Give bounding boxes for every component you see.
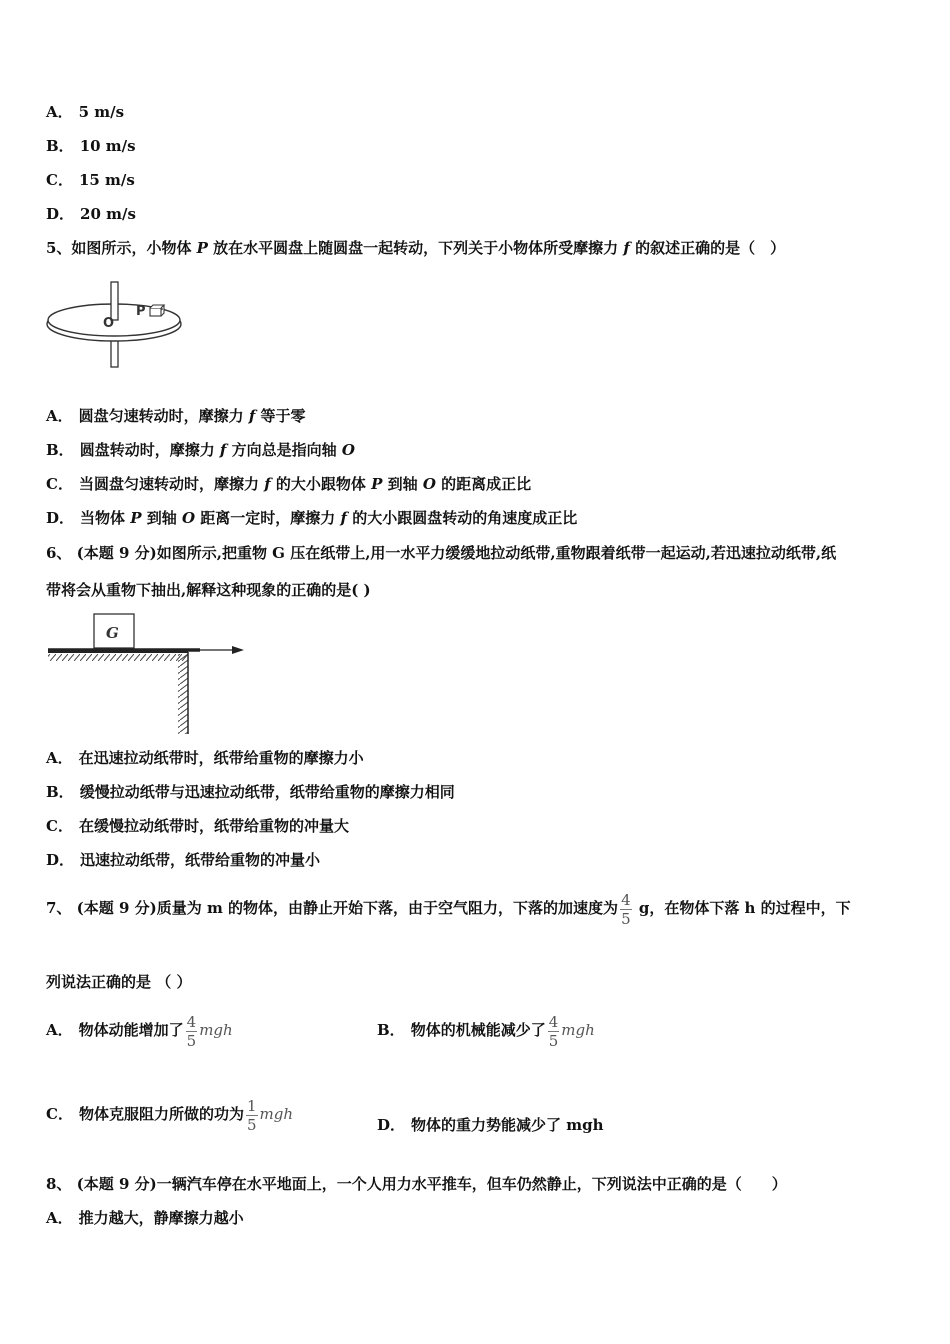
option-label: B． [46,137,74,155]
option-text: 推力越大，静摩擦力越小 [78,1209,244,1227]
option-text: 5 m/s [78,103,125,121]
option-text: 等于零 [255,407,306,425]
option-text: 的大小跟物体 [270,475,372,493]
symbol-p: P [371,475,383,493]
option-label: D． [46,851,75,869]
option-label: A． [46,1021,73,1039]
option-text: 圆盘匀速转动时，摩擦力 [78,407,249,425]
fraction-numerator: 4 [186,1012,197,1031]
option-text: 到轴 [141,509,182,527]
option-text: 距离一定时，摩擦力 [195,509,341,527]
q4-option-b [46,136,136,156]
option-text: 在迅速拉动纸带时，纸带给重物的摩擦力小 [78,749,364,767]
pull-arrow-head [232,646,244,654]
q6-option-d [46,850,320,870]
option-text: 物体的重力势能减少了 mgh [411,1116,604,1134]
option-label: C． [46,171,73,189]
option-label: B． [46,441,74,459]
weight-label-g: G [106,624,119,642]
q5-option-a [46,406,306,426]
q5-disc-figure [44,280,189,372]
q7-option-d [377,1115,604,1135]
symbol-f: f [340,509,347,527]
q7-stem-text: g，在物体下落 h 的过程中，下 [633,899,851,917]
table-hatch [48,654,188,661]
option-text: 10 m/s [79,137,136,155]
expression: mgh [561,1021,595,1039]
q5-stem-text: 放在水平圆盘上随圆盘一起转动，下列关于小物体所受摩擦力 [207,239,624,257]
option-text: 当物体 [80,509,131,527]
option-label: D． [46,509,75,527]
fraction-denominator: 5 [621,909,631,928]
option-text: 20 m/s [80,205,136,223]
center-label-o: O [103,316,115,331]
option-text: 的距离成正比 [435,475,532,493]
fraction-denominator: 5 [548,1031,559,1050]
q6-stem-line2: 带将会从重物下抽出,解释这种现象的正确的是( ) [46,581,371,599]
fraction-denominator: 5 [186,1031,197,1050]
option-label: C． [46,1105,73,1123]
q4-option-d [46,204,136,224]
q5-option-b [46,440,355,460]
fraction-numerator: 4 [621,890,631,909]
symbol-f: f [219,441,227,459]
option-text: 当圆盘匀速转动时，摩擦力 [78,475,265,493]
option-label: B． [377,1021,405,1039]
q6-option-c [46,816,349,836]
q5-option-d [46,508,577,528]
option-label: A． [46,103,73,121]
symbol-o: O [181,509,196,527]
option-text: 方向总是指向轴 [226,441,342,459]
q6-stem-line1: 6、 (本题 9 分)如图所示,把重物 G 压在纸带上,用一水平力缓缓地拉动纸带,重物跟着纸带一起运动,若迅速拉动纸带,纸 [46,544,837,562]
q7-option-b [377,1010,595,1050]
fraction [548,1013,560,1050]
symbol-p: P [130,509,142,527]
q7-fraction [620,891,632,928]
fraction-numerator: 1 [246,1096,257,1115]
option-label: C． [46,475,73,493]
option-text: 物体的机械能减少了 [410,1021,546,1039]
q5-stem [46,238,785,258]
axle-top [111,282,118,320]
option-label: A． [46,1209,73,1227]
option-label: A． [46,749,73,767]
q8-stem: 8、 (本题 9 分)一辆汽车停在水平地面上，一个人用力水平推车，但车仍然静止，下列说法中正确的是（ ） [46,1175,787,1193]
q6-paper-strip-figure [44,612,249,736]
symbol-o: O [341,441,355,459]
q7-option-c [46,1094,293,1134]
option-text: 物体动能增加了 [78,1021,184,1039]
option-text: 15 m/s [78,171,135,189]
q6-option-a [46,748,364,768]
option-text: 圆盘转动时，摩擦力 [79,441,220,459]
option-text: 迅速拉动纸带，纸带给重物的冲量小 [80,851,321,869]
q5-stem-text: 的叙述正确的是（ ） [629,239,786,257]
fraction [186,1013,198,1050]
expression: mgh [259,1105,294,1123]
option-text: 物体克服阻力所做的功为 [78,1105,244,1123]
fraction-numerator: 4 [548,1012,559,1031]
q5-option-c [46,474,531,494]
fraction-denominator: 5 [246,1115,257,1134]
table-leg-hatch [178,654,188,734]
q8-option-a [46,1208,244,1228]
symbol-o: O [422,475,436,493]
q4-option-c [46,170,135,190]
expression: mgh [199,1021,233,1039]
option-label: C． [46,817,73,835]
option-label: D． [46,205,75,223]
symbol-f: f [248,407,256,425]
q7-option-a [46,1010,233,1050]
option-text: 缓慢拉动纸带与迅速拉动纸带，纸带给重物的摩擦力相同 [79,783,455,801]
object-label-p: P [136,304,146,319]
symbol-f: f [264,475,271,493]
option-text: 在缓慢拉动纸带时，纸带给重物的冲量大 [78,817,349,835]
q7-stem-line2: 列说法正确的是 （ ） [46,973,192,991]
q5-stem-text: 5、如图所示，小物体 [46,239,197,257]
q5-symbol-p: P [196,239,208,257]
q5-symbol-f: f [623,239,630,257]
option-text: 的大小跟圆盘转动的角速度成正比 [346,509,578,527]
option-label: A． [46,407,73,425]
option-text: 到轴 [382,475,423,493]
option-label: D． [377,1116,406,1134]
q4-option-a [46,102,124,122]
q6-option-b [46,782,455,802]
q7-stem [46,888,851,928]
q7-stem-text: 7、 (本题 9 分)质量为 m 的物体，由静止开始下落，由于空气阻力，下落的加速度为 [46,899,619,917]
option-label: B． [46,783,74,801]
fraction [246,1097,258,1134]
